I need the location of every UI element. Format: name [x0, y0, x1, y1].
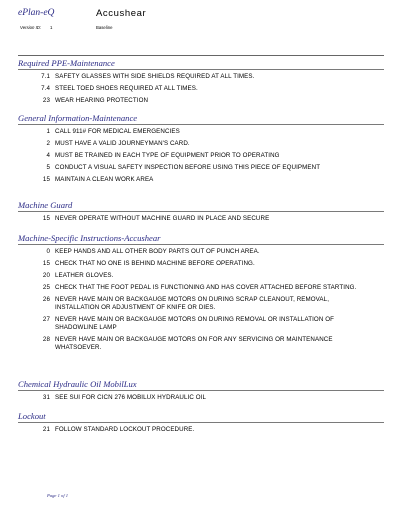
item-list — [18, 248, 384, 352]
item-text: NEVER OPERATE WITHOUT MACHINE GUARD IN PLACE AND SECURE — [55, 215, 270, 222]
item-number: 4 — [46, 152, 50, 159]
list-item — [18, 73, 384, 81]
item-text: NEVER HAVE MAIN OR BACKGAUGE MOTORS ON DURING SCRAP CLEANOUT, REMOVAL, INSTALLATION OR ADJUSTMENT OF KNIFE OR DIES. — [55, 296, 330, 311]
list-item — [18, 128, 384, 136]
item-text: SAFETY GLASSES WITH SIDE SHIELDS REQUIRED AT ALL TIMES. — [55, 73, 255, 80]
list-item — [18, 248, 384, 256]
item-number: 15 — [42, 176, 50, 183]
item-text: MUST HAVE A VALID JOURNEYMAN'S CARD. — [55, 140, 190, 147]
item-list — [18, 394, 384, 402]
item-text: SEE SUI FOR CICN 276 MOBILUX HYDRAULIC OIL — [55, 394, 207, 401]
list-item — [18, 140, 384, 148]
list-item — [18, 284, 384, 292]
item-text: WEAR HEARING PROTECTION — [55, 97, 149, 104]
item-text: CHECK THAT THE FOOT PEDAL IS FUNCTIONING AND HAS COVER ATTACHED BEFORE STARTING. — [55, 284, 357, 291]
item-text: KEEP HANDS AND ALL OTHER BODY PARTS OUT OF PUNCH AREA. — [55, 248, 260, 255]
item-number: 15 — [42, 260, 50, 267]
item-number: 26 — [42, 296, 50, 303]
item-text: CALL 911# FOR MEDICAL EMERGENCIES — [55, 128, 180, 135]
section-chemical-hydraulic-oil — [18, 379, 384, 402]
status-label: Baseline — [96, 25, 113, 30]
list-item — [18, 215, 384, 223]
item-number: 23 — [42, 97, 50, 104]
item-number: 31 — [42, 394, 50, 401]
list-item — [18, 272, 384, 280]
item-text: STEEL TOED SHOES REQUIRED AT ALL TIMES. — [55, 85, 198, 92]
list-item — [18, 394, 384, 402]
list-item — [18, 152, 384, 160]
brand-name: ePlan-eQ — [18, 8, 55, 18]
item-text: LEATHER GLOVES. — [55, 272, 114, 279]
document-title: Accushear — [96, 8, 147, 19]
item-number: 21 — [42, 426, 50, 433]
item-number: 0 — [46, 248, 50, 255]
section-heading: Machine Guard — [18, 200, 384, 212]
section-heading: Chemical Hydraulic Oil MobilLux — [18, 379, 384, 391]
list-item — [18, 176, 384, 184]
item-number: 25 — [42, 284, 50, 291]
list-item — [18, 164, 384, 172]
page-number: Page 1 of 1 — [47, 493, 69, 498]
version-number: 1 — [50, 25, 53, 30]
section-heading: Machine-Specific Instructions-Accushear — [18, 233, 384, 245]
section-machine-specific-instructions — [18, 233, 384, 352]
item-text: MUST BE TRAINED IN EACH TYPE OF EQUIPMENT PRIOR TO OPERATING — [55, 152, 280, 159]
item-list — [18, 128, 384, 184]
header-divider — [18, 55, 384, 56]
item-number: 20 — [42, 272, 50, 279]
version-label: Version ID: — [20, 25, 42, 30]
section-heading: General Information-Maintenance — [18, 113, 384, 125]
section-machine-guard — [18, 200, 384, 223]
item-number: 15 — [42, 215, 50, 222]
item-text: MAINTAIN A CLEAN WORK AREA — [55, 176, 154, 183]
item-list — [18, 73, 384, 105]
item-number: 27 — [42, 316, 50, 323]
item-text: NEVER HAVE MAIN OR BACKGAUGE MOTORS ON DURING REMOVAL OR INSTALLATION OF SHADOWLINE LAMP — [55, 316, 335, 331]
item-list — [18, 215, 384, 223]
section-required-ppe — [18, 58, 384, 105]
item-text: CHECK THAT NO ONE IS BEHIND MACHINE BEFORE OPERATING. — [55, 260, 255, 267]
item-number: 2 — [46, 140, 50, 147]
section-general-information — [18, 113, 384, 184]
section-heading: Required PPE-Maintenance — [18, 58, 384, 70]
item-number: 1 — [46, 128, 50, 135]
section-lockout — [18, 411, 384, 434]
item-number: 5 — [46, 164, 50, 171]
item-text: FOLLOW STANDARD LOCKOUT PROCEDURE. — [55, 426, 195, 433]
item-number: 7.1 — [41, 73, 50, 80]
list-item — [18, 97, 384, 105]
item-text: NEVER HAVE MAIN OR BACKGAUGE MOTORS ON FOR ANY SERVICING OR MAINTENANCE WHATSOEVER. — [55, 336, 333, 351]
list-item — [18, 316, 384, 332]
item-number: 7.4 — [41, 85, 50, 92]
section-heading: Lockout — [18, 411, 384, 423]
list-item — [18, 336, 384, 352]
item-number: 28 — [42, 336, 50, 343]
item-text: CONDUCT A VISUAL SAFETY INSPECTION BEFORE USING THIS PIECE OF EQUIPMENT — [55, 164, 321, 171]
item-list — [18, 426, 384, 434]
list-item — [18, 426, 384, 434]
list-item — [18, 85, 384, 93]
list-item — [18, 260, 384, 268]
list-item — [18, 296, 384, 312]
